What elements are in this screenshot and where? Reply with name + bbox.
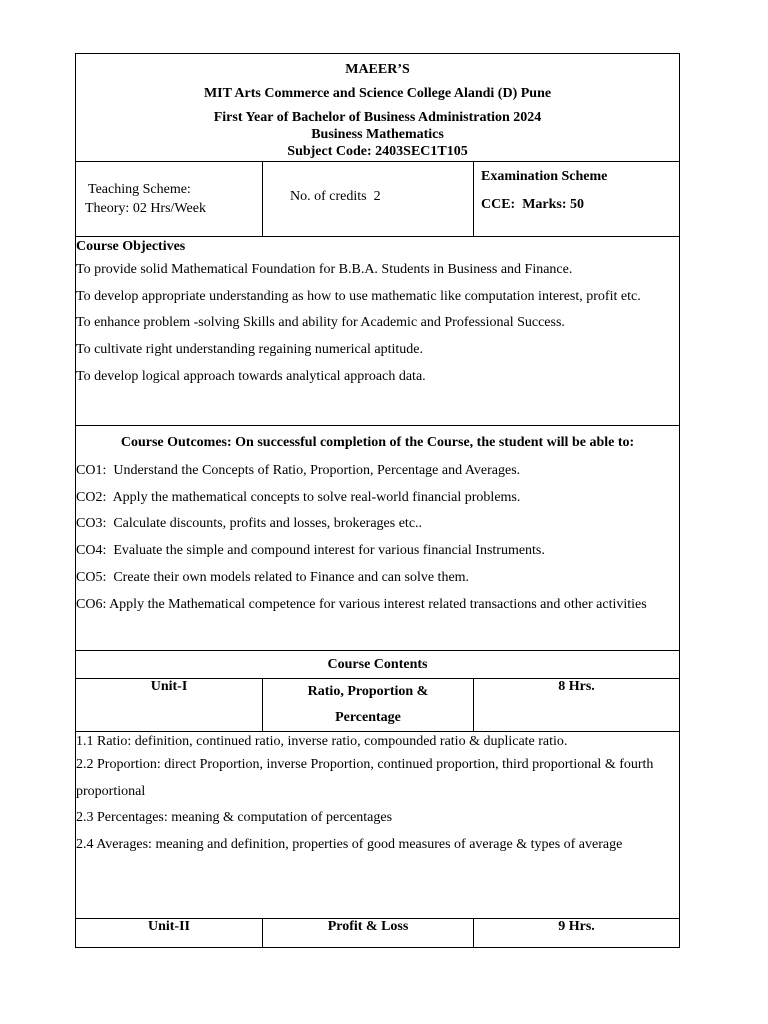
credits-value: No. of credits 2 (290, 189, 381, 204)
contents-heading: Course Contents (76, 651, 680, 679)
objective-item: To develop appropriate understanding as how to use mathematic like computation interest, profit etc. (76, 288, 641, 304)
unit-1-row (76, 679, 680, 732)
objectives-heading: Course Objectives (76, 239, 186, 254)
topic-item: 1.1 Ratio: definition, continued ratio, inverse ratio, compounded ratio & duplicate ratio. (76, 734, 568, 749)
outcomes-cell (76, 426, 680, 651)
teaching-scheme-cell (76, 162, 263, 237)
exam-scheme-label: Examination Scheme (481, 169, 608, 184)
objective-item: To cultivate right understanding regaining numerical aptitude. (76, 342, 423, 358)
contents-heading-row (76, 651, 680, 679)
teaching-scheme-label: Teaching Scheme: (88, 182, 191, 197)
outcome-item: CO6: Apply the Mathematical competence for various interest related transactions and other activities (76, 596, 647, 612)
credits-cell (263, 162, 474, 237)
exam-scheme-value: CCE: Marks: 50 (481, 197, 585, 212)
outcome-item: CO1: Understand the Concepts of Ratio, Proportion, Percentage and Averages. (76, 463, 521, 478)
objectives-cell (76, 237, 680, 426)
header-row (76, 54, 680, 162)
topic-item: 2.3 Percentages: meaning & computation of percentages (76, 810, 393, 826)
outcomes-row (76, 426, 680, 651)
syllabus-table (75, 53, 680, 948)
teaching-scheme-value: Theory: 02 Hrs/Week (85, 201, 206, 216)
outcome-item: CO4: Evaluate the simple and compound interest for various financial Instruments. (76, 543, 545, 559)
scheme-row (76, 162, 680, 237)
subject-code: Subject Code: 2403SEC1T105 (287, 144, 468, 159)
objectives-row (76, 237, 680, 426)
outcome-item: CO5: Create their own models related to Finance and can solve them. (76, 569, 470, 585)
outcome-item: CO3: Calculate discounts, profits and losses, brokerages etc.. (76, 516, 423, 532)
org-name: MAEER’S (345, 62, 410, 77)
objective-item: To develop logical approach towards analytical approach data. (76, 368, 426, 384)
topic-item: 2.4 Averages: meaning and definition, properties of good measures of average & types of average (76, 837, 623, 853)
objective-item: To provide solid Mathematical Foundation for B.B.A. Students in Business and Finance. (76, 262, 573, 277)
unit-2-title: Profit & Loss (263, 919, 474, 948)
outcomes-heading: Course Outcomes: On successful completion of the Course, the student will be able to: (120, 435, 635, 450)
unit-2-hours: 9 Hrs. (474, 919, 680, 948)
subject-title: Business Mathematics (311, 127, 444, 142)
objective-item: To enhance problem -solving Skills and ability for Academic and Professional Success. (76, 315, 565, 331)
header-cell (76, 54, 680, 162)
unit-1-topics-row (76, 732, 680, 919)
unit-1-topics-cell (76, 732, 680, 919)
unit-2-label: Unit-II (76, 919, 263, 948)
outcome-item: CO2: Apply the mathematical concepts to solve real-world financial problems. (76, 489, 521, 505)
syllabus-document (75, 53, 679, 948)
program-title: First Year of Bachelor of Business Administration 2024 (213, 110, 542, 125)
exam-scheme-cell (474, 162, 680, 237)
unit-1-label: Unit-I (76, 679, 263, 732)
unit-2-row (76, 919, 680, 948)
unit-1-hours: 8 Hrs. (474, 679, 680, 732)
college-name: MIT Arts Commerce and Science College Alandi (D) Pune (203, 86, 552, 101)
topic-item: 2.2 Proportion: direct Proportion, inverse Proportion, continued proportion, third proportional & fourth proportional (76, 757, 654, 799)
unit-1-title: Ratio, Proportion & Percentage (263, 679, 474, 732)
